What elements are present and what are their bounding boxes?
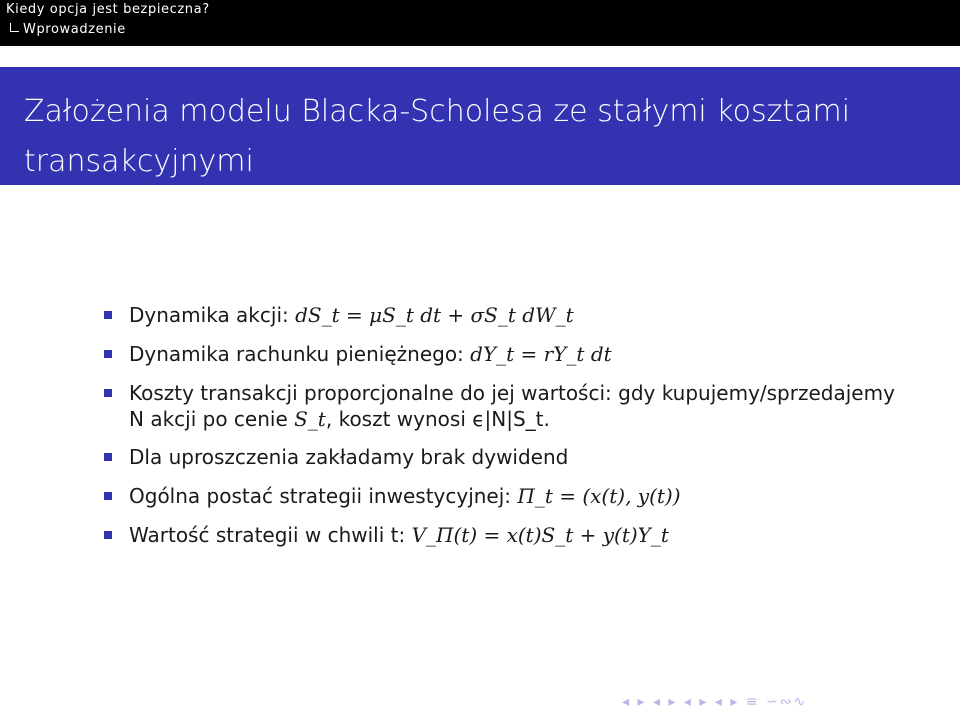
bullet-icon: [104, 311, 112, 319]
item-formula: S_t: [294, 407, 326, 431]
item-suffix: , koszt wynosi ϵ|N|S_t.: [325, 407, 550, 431]
beamer-navigation[interactable]: ◂ ▸ ◂ ▸ ◂ ▸ ◂ ▸ ≡ ∽∾∿: [622, 694, 808, 710]
section-title[interactable]: Kiedy opcja jest bezpieczna?: [6, 2, 210, 17]
list-item: [104, 302, 904, 328]
item-label: Dynamika akcji:: [129, 303, 289, 327]
item-formula: Π_t = (x(t), y(t)): [517, 484, 681, 508]
list-item: [104, 380, 904, 432]
item-label: Ogólna postać strategii inwestycyjnej:: [129, 484, 512, 508]
item-formula: dY_t = rY_t dt: [470, 342, 612, 366]
subsection-label: Wprowadzenie: [23, 22, 126, 37]
item-formula: dS_t = μS_t dt + σS_t dW_t: [295, 303, 574, 327]
header-bar: [0, 0, 960, 46]
list-item: [104, 341, 904, 367]
bullet-icon: [104, 453, 112, 461]
tree-corner-icon: [10, 23, 19, 32]
bullet-icon: [104, 492, 112, 500]
slide-title: Założenia modelu Blacka-Scholesa ze stałymi kosztami transakcyjnymi: [24, 94, 851, 179]
list-item: [104, 483, 904, 509]
bullet-icon: [104, 389, 112, 397]
title-bar: [0, 67, 960, 185]
item-label: Koszty transakcji proporcjonalne do jej wartości: gdy kupujemy/sprzedajemy N akcji po cenie: [129, 381, 895, 431]
list-item: [104, 522, 904, 548]
item-label: Dynamika rachunku pieniężnego:: [129, 342, 464, 366]
bullet-icon: [104, 350, 112, 358]
item-label: Dla uproszczenia zakładamy brak dywidend: [129, 445, 569, 469]
item-label: Wartość strategii w chwili t:: [129, 523, 406, 547]
subsection-title[interactable]: [10, 22, 126, 37]
bullet-icon: [104, 531, 112, 539]
bullet-list: [104, 302, 904, 561]
list-item: [104, 444, 904, 470]
item-formula: V_Π(t) = x(t)S_t + y(t)Y_t: [411, 523, 669, 547]
